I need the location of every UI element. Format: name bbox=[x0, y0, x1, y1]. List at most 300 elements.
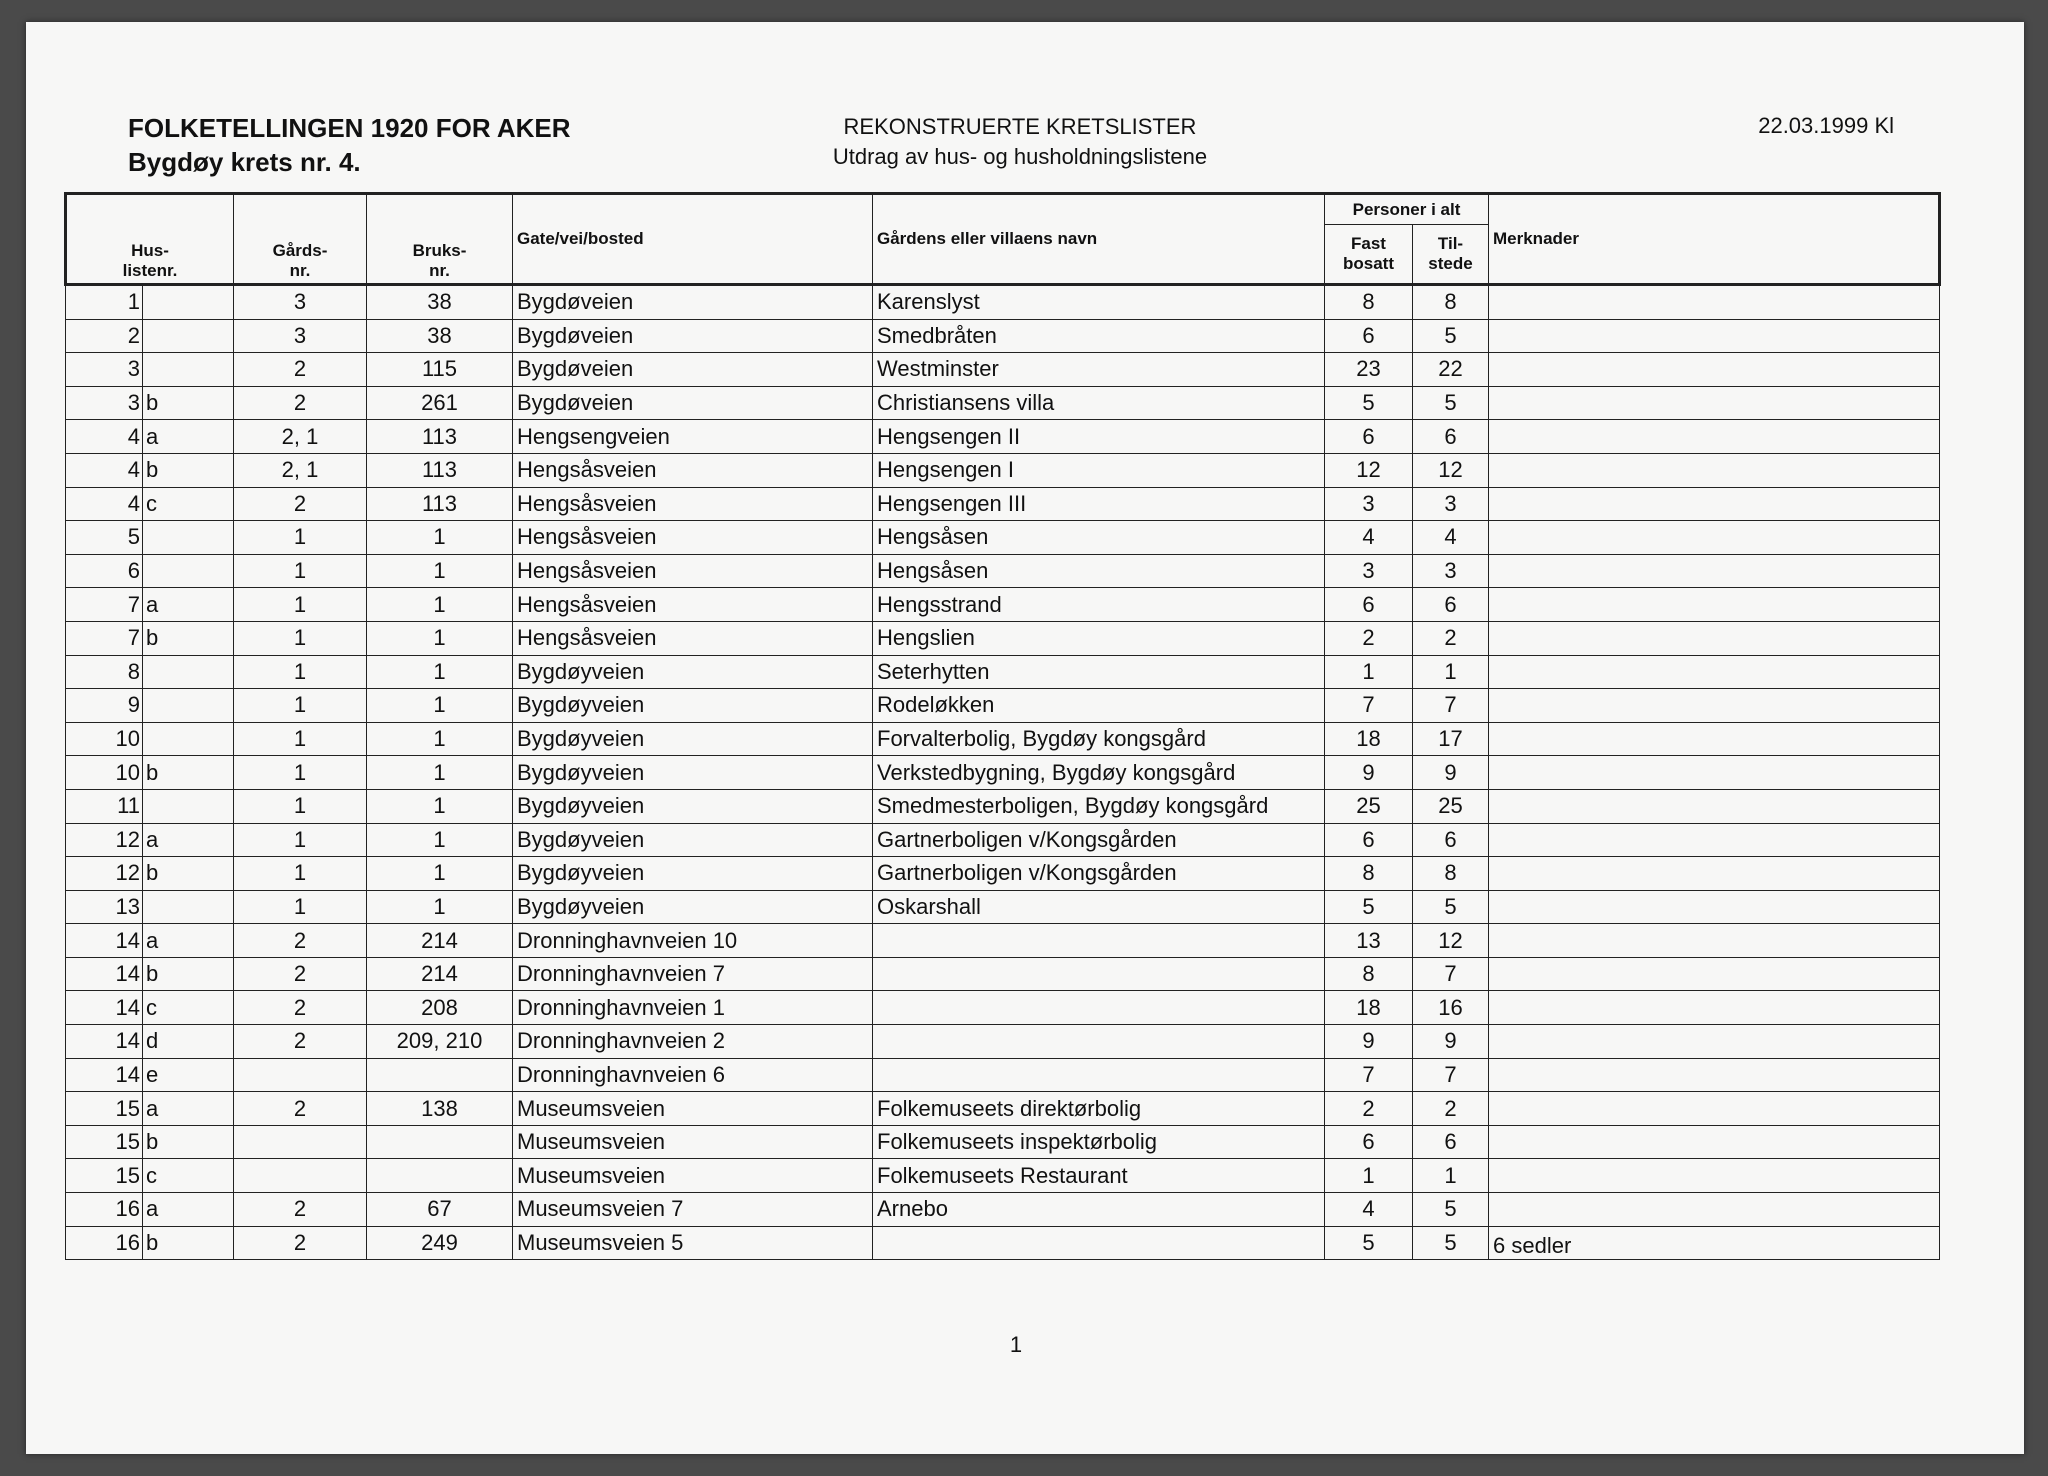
cell-merknader bbox=[1489, 353, 1940, 387]
cell-huslistenr: 15 bbox=[66, 1159, 143, 1193]
cell-bruksnr: 1 bbox=[367, 554, 513, 588]
cell-suffix bbox=[143, 655, 234, 689]
cell-gardens-navn: Folkemuseets Restaurant bbox=[873, 1159, 1325, 1193]
cell-fast-bosatt: 2 bbox=[1325, 1092, 1413, 1126]
cell-tilstede: 4 bbox=[1413, 521, 1489, 555]
cell-gardsnr: 1 bbox=[234, 857, 367, 891]
cell-tilstede: 3 bbox=[1413, 487, 1489, 521]
cell-gate: Bygdøyveien bbox=[513, 823, 873, 857]
table-row bbox=[66, 890, 1940, 924]
table-row bbox=[66, 285, 1940, 320]
cell-huslistenr: 5 bbox=[66, 521, 143, 555]
cell-gardens-navn bbox=[873, 957, 1325, 991]
cell-tilstede: 2 bbox=[1413, 1092, 1489, 1126]
cell-gardsnr: 2 bbox=[234, 487, 367, 521]
cell-merknader bbox=[1489, 789, 1940, 823]
cell-gardens-navn: Gartnerboligen v/Kongsgården bbox=[873, 857, 1325, 891]
cell-tilstede: 2 bbox=[1413, 621, 1489, 655]
cell-huslistenr: 15 bbox=[66, 1092, 143, 1126]
cell-huslistenr: 4 bbox=[66, 487, 143, 521]
cell-gardens-navn: Folkemuseets direktørbolig bbox=[873, 1092, 1325, 1126]
cell-gardens-navn: Folkemuseets inspektørbolig bbox=[873, 1125, 1325, 1159]
cell-fast-bosatt: 9 bbox=[1325, 1025, 1413, 1059]
cell-gate: Dronninghavnveien 10 bbox=[513, 924, 873, 958]
cell-suffix: e bbox=[143, 1058, 234, 1092]
cell-gate: Museumsveien 5 bbox=[513, 1226, 873, 1260]
title-district: Bygdøy krets nr. 4. bbox=[128, 147, 361, 177]
cell-bruksnr: 1 bbox=[367, 588, 513, 622]
subtitle-reconstructed: REKONSTRUERTE KRETSLISTER bbox=[843, 114, 1197, 139]
cell-huslistenr: 8 bbox=[66, 655, 143, 689]
cell-tilstede: 9 bbox=[1413, 756, 1489, 790]
cell-suffix bbox=[143, 521, 234, 555]
cell-tilstede: 12 bbox=[1413, 453, 1489, 487]
cell-bruksnr: 113 bbox=[367, 420, 513, 454]
cell-huslistenr: 10 bbox=[66, 756, 143, 790]
table-row bbox=[66, 621, 1940, 655]
cell-gardens-navn: Hengsengen II bbox=[873, 420, 1325, 454]
cell-merknader bbox=[1489, 319, 1940, 353]
cell-gate: Dronninghavnveien 6 bbox=[513, 1058, 873, 1092]
cell-merknader bbox=[1489, 521, 1940, 555]
cell-gate: Hengsengveien bbox=[513, 420, 873, 454]
cell-gate: Dronninghavnveien 1 bbox=[513, 991, 873, 1025]
cell-suffix: b bbox=[143, 1125, 234, 1159]
cell-gate: Bygdøyveien bbox=[513, 722, 873, 756]
cell-tilstede: 16 bbox=[1413, 991, 1489, 1025]
title-census: FOLKETELLINGEN 1920 FOR AKER bbox=[128, 113, 571, 143]
cell-bruksnr: 261 bbox=[367, 386, 513, 420]
cell-merknader bbox=[1489, 487, 1940, 521]
cell-fast-bosatt: 8 bbox=[1325, 285, 1413, 320]
table-row bbox=[66, 689, 1940, 723]
cell-suffix: c bbox=[143, 1159, 234, 1193]
cell-gate: Museumsveien 7 bbox=[513, 1193, 873, 1227]
cell-merknader bbox=[1489, 890, 1940, 924]
cell-merknader bbox=[1489, 823, 1940, 857]
cell-merknader bbox=[1489, 285, 1940, 320]
cell-gardsnr: 2 bbox=[234, 353, 367, 387]
cell-gate: Bygdøveien bbox=[513, 353, 873, 387]
cell-gate: Bygdøveien bbox=[513, 386, 873, 420]
cell-bruksnr: 214 bbox=[367, 924, 513, 958]
cell-gardens-navn: Smedmesterboligen, Bygdøy kongsgård bbox=[873, 789, 1325, 823]
cell-bruksnr: 1 bbox=[367, 521, 513, 555]
cell-fast-bosatt: 5 bbox=[1325, 890, 1413, 924]
cell-bruksnr: 1 bbox=[367, 857, 513, 891]
cell-tilstede: 12 bbox=[1413, 924, 1489, 958]
cell-gardens-navn bbox=[873, 1058, 1325, 1092]
cell-gardsnr bbox=[234, 1159, 367, 1193]
cell-tilstede: 5 bbox=[1413, 386, 1489, 420]
table-body bbox=[66, 285, 1940, 1260]
cell-bruksnr: 214 bbox=[367, 957, 513, 991]
cell-fast-bosatt: 6 bbox=[1325, 319, 1413, 353]
table-row bbox=[66, 857, 1940, 891]
cell-merknader bbox=[1489, 756, 1940, 790]
cell-tilstede: 22 bbox=[1413, 353, 1489, 387]
cell-huslistenr: 11 bbox=[66, 789, 143, 823]
cell-fast-bosatt: 4 bbox=[1325, 1193, 1413, 1227]
cell-gardsnr: 1 bbox=[234, 621, 367, 655]
cell-gardens-navn: Seterhytten bbox=[873, 655, 1325, 689]
cell-fast-bosatt: 3 bbox=[1325, 554, 1413, 588]
table-row bbox=[66, 1125, 1940, 1159]
cell-fast-bosatt: 8 bbox=[1325, 957, 1413, 991]
table-row bbox=[66, 957, 1940, 991]
table-row bbox=[66, 1226, 1940, 1260]
cell-gardens-navn: Karenslyst bbox=[873, 285, 1325, 320]
cell-tilstede: 8 bbox=[1413, 857, 1489, 891]
cell-bruksnr: 1 bbox=[367, 823, 513, 857]
cell-suffix: a bbox=[143, 1092, 234, 1126]
cell-merknader bbox=[1489, 722, 1940, 756]
cell-tilstede: 6 bbox=[1413, 1125, 1489, 1159]
cell-gardens-navn: Gartnerboligen v/Kongsgården bbox=[873, 823, 1325, 857]
cell-fast-bosatt: 5 bbox=[1325, 386, 1413, 420]
table-row bbox=[66, 1193, 1940, 1227]
cell-gate: Hengsåsveien bbox=[513, 453, 873, 487]
cell-tilstede: 5 bbox=[1413, 1193, 1489, 1227]
cell-fast-bosatt: 6 bbox=[1325, 1125, 1413, 1159]
cell-gate: Dronninghavnveien 7 bbox=[513, 957, 873, 991]
col-gardsnr: Gårds- nr. bbox=[234, 194, 367, 285]
cell-merknader bbox=[1489, 588, 1940, 622]
cell-gardens-navn bbox=[873, 924, 1325, 958]
cell-gardens-navn: Hengsåsen bbox=[873, 554, 1325, 588]
cell-tilstede: 6 bbox=[1413, 823, 1489, 857]
cell-gardsnr: 2 bbox=[234, 386, 367, 420]
table-row bbox=[66, 789, 1940, 823]
cell-tilstede: 17 bbox=[1413, 722, 1489, 756]
cell-tilstede: 25 bbox=[1413, 789, 1489, 823]
cell-bruksnr: 1 bbox=[367, 890, 513, 924]
cell-merknader bbox=[1489, 924, 1940, 958]
cell-bruksnr: 1 bbox=[367, 756, 513, 790]
document-date: 22.03.1999 Kl bbox=[1758, 113, 1894, 138]
cell-merknader bbox=[1489, 1159, 1940, 1193]
cell-gate: Bygdøyveien bbox=[513, 756, 873, 790]
cell-huslistenr: 3 bbox=[66, 386, 143, 420]
cell-tilstede: 7 bbox=[1413, 957, 1489, 991]
cell-fast-bosatt: 7 bbox=[1325, 689, 1413, 723]
cell-huslistenr: 9 bbox=[66, 689, 143, 723]
cell-suffix: b bbox=[143, 621, 234, 655]
cell-gardsnr: 2 bbox=[234, 957, 367, 991]
cell-merknader bbox=[1489, 420, 1940, 454]
cell-fast-bosatt: 4 bbox=[1325, 521, 1413, 555]
cell-gardsnr: 1 bbox=[234, 655, 367, 689]
cell-gardens-navn: Westminster bbox=[873, 353, 1325, 387]
cell-fast-bosatt: 5 bbox=[1325, 1226, 1413, 1260]
cell-gate: Hengsåsveien bbox=[513, 521, 873, 555]
cell-gardens-navn: Arnebo bbox=[873, 1193, 1325, 1227]
table-row bbox=[66, 487, 1940, 521]
cell-merknader bbox=[1489, 689, 1940, 723]
cell-bruksnr bbox=[367, 1058, 513, 1092]
col-gate: Gate/vei/bosted bbox=[513, 194, 873, 285]
cell-merknader bbox=[1489, 1193, 1940, 1227]
col-fast-bosatt: Fast bosatt bbox=[1325, 225, 1413, 285]
cell-gate: Bygdøyveien bbox=[513, 689, 873, 723]
cell-gate: Hengsåsveien bbox=[513, 487, 873, 521]
cell-gardsnr: 2 bbox=[234, 1226, 367, 1260]
cell-gate: Bygdøyveien bbox=[513, 789, 873, 823]
cell-gardens-navn: Hengsengen III bbox=[873, 487, 1325, 521]
cell-bruksnr bbox=[367, 1159, 513, 1193]
cell-fast-bosatt: 1 bbox=[1325, 1159, 1413, 1193]
cell-merknader bbox=[1489, 655, 1940, 689]
cell-huslistenr: 14 bbox=[66, 1025, 143, 1059]
table-row bbox=[66, 722, 1940, 756]
cell-merknader: 6 sedler bbox=[1489, 1226, 1940, 1260]
cell-fast-bosatt: 8 bbox=[1325, 857, 1413, 891]
cell-bruksnr: 67 bbox=[367, 1193, 513, 1227]
cell-gardens-navn: Christiansens villa bbox=[873, 386, 1325, 420]
col-tilstede: Til- stede bbox=[1413, 225, 1489, 285]
col-personer-i-alt: Personer i alt bbox=[1325, 194, 1489, 225]
cell-tilstede: 8 bbox=[1413, 285, 1489, 320]
cell-gate: Hengsåsveien bbox=[513, 621, 873, 655]
cell-bruksnr: 1 bbox=[367, 722, 513, 756]
cell-gate: Bygdøveien bbox=[513, 285, 873, 320]
cell-gate: Dronninghavnveien 2 bbox=[513, 1025, 873, 1059]
cell-fast-bosatt: 23 bbox=[1325, 353, 1413, 387]
cell-merknader bbox=[1489, 1025, 1940, 1059]
cell-suffix: a bbox=[143, 420, 234, 454]
cell-gate: Hengsåsveien bbox=[513, 554, 873, 588]
cell-bruksnr bbox=[367, 1125, 513, 1159]
cell-tilstede: 3 bbox=[1413, 554, 1489, 588]
cell-huslistenr: 3 bbox=[66, 353, 143, 387]
cell-suffix bbox=[143, 353, 234, 387]
cell-merknader bbox=[1489, 1125, 1940, 1159]
cell-gardens-navn: Hengsåsen bbox=[873, 521, 1325, 555]
cell-gardsnr: 2 bbox=[234, 924, 367, 958]
cell-fast-bosatt: 7 bbox=[1325, 1058, 1413, 1092]
cell-huslistenr: 4 bbox=[66, 420, 143, 454]
cell-suffix: a bbox=[143, 588, 234, 622]
cell-bruksnr: 1 bbox=[367, 655, 513, 689]
cell-gate: Museumsveien bbox=[513, 1092, 873, 1126]
table-row bbox=[66, 991, 1940, 1025]
cell-fast-bosatt: 9 bbox=[1325, 756, 1413, 790]
cell-gardsnr: 2, 1 bbox=[234, 420, 367, 454]
cell-bruksnr: 249 bbox=[367, 1226, 513, 1260]
cell-huslistenr: 10 bbox=[66, 722, 143, 756]
cell-gardsnr bbox=[234, 1058, 367, 1092]
cell-suffix: c bbox=[143, 487, 234, 521]
cell-gardens-navn: Verkstedbygning, Bygdøy kongsgård bbox=[873, 756, 1325, 790]
cell-suffix bbox=[143, 789, 234, 823]
table-row bbox=[66, 1025, 1940, 1059]
cell-gardsnr: 3 bbox=[234, 285, 367, 320]
cell-gardens-navn bbox=[873, 1025, 1325, 1059]
cell-gate: Museumsveien bbox=[513, 1159, 873, 1193]
cell-merknader bbox=[1489, 1058, 1940, 1092]
cell-gate: Hengsåsveien bbox=[513, 588, 873, 622]
cell-gardsnr: 1 bbox=[234, 722, 367, 756]
col-gardens-navn: Gårdens eller villaens navn bbox=[873, 194, 1325, 285]
cell-huslistenr: 7 bbox=[66, 621, 143, 655]
cell-huslistenr: 14 bbox=[66, 957, 143, 991]
cell-merknader bbox=[1489, 957, 1940, 991]
subtitle-extract: Utdrag av hus- og husholdningslistene bbox=[832, 144, 1208, 169]
cell-merknader bbox=[1489, 453, 1940, 487]
cell-gardsnr: 1 bbox=[234, 756, 367, 790]
cell-suffix bbox=[143, 319, 234, 353]
cell-gardens-navn bbox=[873, 1226, 1325, 1260]
cell-suffix: a bbox=[143, 924, 234, 958]
cell-gardens-navn: Rodeløkken bbox=[873, 689, 1325, 723]
cell-bruksnr: 1 bbox=[367, 689, 513, 723]
table-header bbox=[66, 194, 1940, 285]
cell-gardens-navn: Oskarshall bbox=[873, 890, 1325, 924]
cell-fast-bosatt: 6 bbox=[1325, 588, 1413, 622]
cell-bruksnr: 113 bbox=[367, 487, 513, 521]
cell-gardsnr: 3 bbox=[234, 319, 367, 353]
table-row bbox=[66, 1159, 1940, 1193]
cell-suffix: c bbox=[143, 991, 234, 1025]
cell-gardsnr: 2, 1 bbox=[234, 453, 367, 487]
cell-tilstede: 7 bbox=[1413, 689, 1489, 723]
cell-huslistenr: 16 bbox=[66, 1226, 143, 1260]
cell-huslistenr: 12 bbox=[66, 823, 143, 857]
cell-gate: Bygdøyveien bbox=[513, 890, 873, 924]
cell-tilstede: 9 bbox=[1413, 1025, 1489, 1059]
cell-gate: Museumsveien bbox=[513, 1125, 873, 1159]
table-row bbox=[66, 655, 1940, 689]
cell-gardsnr: 1 bbox=[234, 689, 367, 723]
col-bruksnr: Bruks- nr. bbox=[367, 194, 513, 285]
cell-merknader bbox=[1489, 857, 1940, 891]
cell-gardens-navn: Hengslien bbox=[873, 621, 1325, 655]
cell-huslistenr: 16 bbox=[66, 1193, 143, 1227]
cell-huslistenr: 13 bbox=[66, 890, 143, 924]
cell-huslistenr: 4 bbox=[66, 453, 143, 487]
cell-suffix: b bbox=[143, 857, 234, 891]
cell-suffix bbox=[143, 285, 234, 320]
cell-tilstede: 1 bbox=[1413, 655, 1489, 689]
cell-gardens-navn: Smedbråten bbox=[873, 319, 1325, 353]
table-row bbox=[66, 386, 1940, 420]
cell-gardsnr: 2 bbox=[234, 1092, 367, 1126]
cell-suffix: b bbox=[143, 453, 234, 487]
cell-tilstede: 5 bbox=[1413, 1226, 1489, 1260]
cell-merknader bbox=[1489, 386, 1940, 420]
cell-fast-bosatt: 25 bbox=[1325, 789, 1413, 823]
table-row bbox=[66, 588, 1940, 622]
cell-tilstede: 6 bbox=[1413, 420, 1489, 454]
document-subtitle bbox=[760, 112, 1280, 172]
cell-tilstede: 5 bbox=[1413, 890, 1489, 924]
cell-huslistenr: 15 bbox=[66, 1125, 143, 1159]
cell-gardens-navn: Forvalterbolig, Bygdøy kongsgård bbox=[873, 722, 1325, 756]
cell-huslistenr: 2 bbox=[66, 319, 143, 353]
cell-bruksnr: 138 bbox=[367, 1092, 513, 1126]
cell-gardsnr: 1 bbox=[234, 554, 367, 588]
cell-huslistenr: 14 bbox=[66, 991, 143, 1025]
cell-gate: Bygdøyveien bbox=[513, 655, 873, 689]
table-row bbox=[66, 420, 1940, 454]
cell-suffix: a bbox=[143, 823, 234, 857]
cell-bruksnr: 115 bbox=[367, 353, 513, 387]
cell-suffix: a bbox=[143, 1193, 234, 1227]
cell-suffix bbox=[143, 722, 234, 756]
cell-huslistenr: 6 bbox=[66, 554, 143, 588]
cell-fast-bosatt: 6 bbox=[1325, 823, 1413, 857]
cell-merknader bbox=[1489, 991, 1940, 1025]
cell-fast-bosatt: 18 bbox=[1325, 722, 1413, 756]
cell-tilstede: 6 bbox=[1413, 588, 1489, 622]
cell-huslistenr: 14 bbox=[66, 1058, 143, 1092]
cell-merknader bbox=[1489, 554, 1940, 588]
cell-bruksnr: 1 bbox=[367, 621, 513, 655]
cell-huslistenr: 7 bbox=[66, 588, 143, 622]
table-row bbox=[66, 453, 1940, 487]
table-row bbox=[66, 1092, 1940, 1126]
cell-gardsnr: 1 bbox=[234, 890, 367, 924]
cell-suffix bbox=[143, 890, 234, 924]
cell-bruksnr: 208 bbox=[367, 991, 513, 1025]
cell-bruksnr: 38 bbox=[367, 319, 513, 353]
cell-bruksnr: 113 bbox=[367, 453, 513, 487]
cell-bruksnr: 38 bbox=[367, 285, 513, 320]
cell-gardsnr: 1 bbox=[234, 521, 367, 555]
cell-fast-bosatt: 6 bbox=[1325, 420, 1413, 454]
cell-gardsnr: 1 bbox=[234, 789, 367, 823]
table-row bbox=[66, 756, 1940, 790]
table-row bbox=[66, 353, 1940, 387]
cell-fast-bosatt: 2 bbox=[1325, 621, 1413, 655]
table-row bbox=[66, 823, 1940, 857]
table-row bbox=[66, 554, 1940, 588]
cell-gate: Bygdøyveien bbox=[513, 857, 873, 891]
cell-huslistenr: 1 bbox=[66, 285, 143, 320]
census-table bbox=[64, 192, 1941, 1260]
cell-fast-bosatt: 12 bbox=[1325, 453, 1413, 487]
table-row bbox=[66, 319, 1940, 353]
table-row bbox=[66, 521, 1940, 555]
cell-huslistenr: 14 bbox=[66, 924, 143, 958]
cell-fast-bosatt: 1 bbox=[1325, 655, 1413, 689]
cell-suffix bbox=[143, 689, 234, 723]
cell-suffix: b bbox=[143, 957, 234, 991]
table-row bbox=[66, 924, 1940, 958]
page-number: 1 bbox=[1009, 1332, 1023, 1357]
cell-bruksnr: 209, 210 bbox=[367, 1025, 513, 1059]
cell-fast-bosatt: 3 bbox=[1325, 487, 1413, 521]
cell-gardens-navn bbox=[873, 991, 1325, 1025]
cell-gardsnr: 2 bbox=[234, 1193, 367, 1227]
cell-suffix: b bbox=[143, 1226, 234, 1260]
cell-suffix: b bbox=[143, 386, 234, 420]
cell-gardsnr: 2 bbox=[234, 1025, 367, 1059]
cell-tilstede: 5 bbox=[1413, 319, 1489, 353]
cell-tilstede: 1 bbox=[1413, 1159, 1489, 1193]
col-huslistenr: Hus- listenr. bbox=[66, 194, 234, 285]
cell-gardsnr: 2 bbox=[234, 991, 367, 1025]
cell-merknader bbox=[1489, 1092, 1940, 1126]
document-title bbox=[128, 112, 571, 180]
cell-suffix bbox=[143, 554, 234, 588]
cell-gardsnr: 1 bbox=[234, 588, 367, 622]
cell-bruksnr: 1 bbox=[367, 789, 513, 823]
table-row bbox=[66, 1058, 1940, 1092]
cell-tilstede: 7 bbox=[1413, 1058, 1489, 1092]
cell-huslistenr: 12 bbox=[66, 857, 143, 891]
cell-merknader bbox=[1489, 621, 1940, 655]
